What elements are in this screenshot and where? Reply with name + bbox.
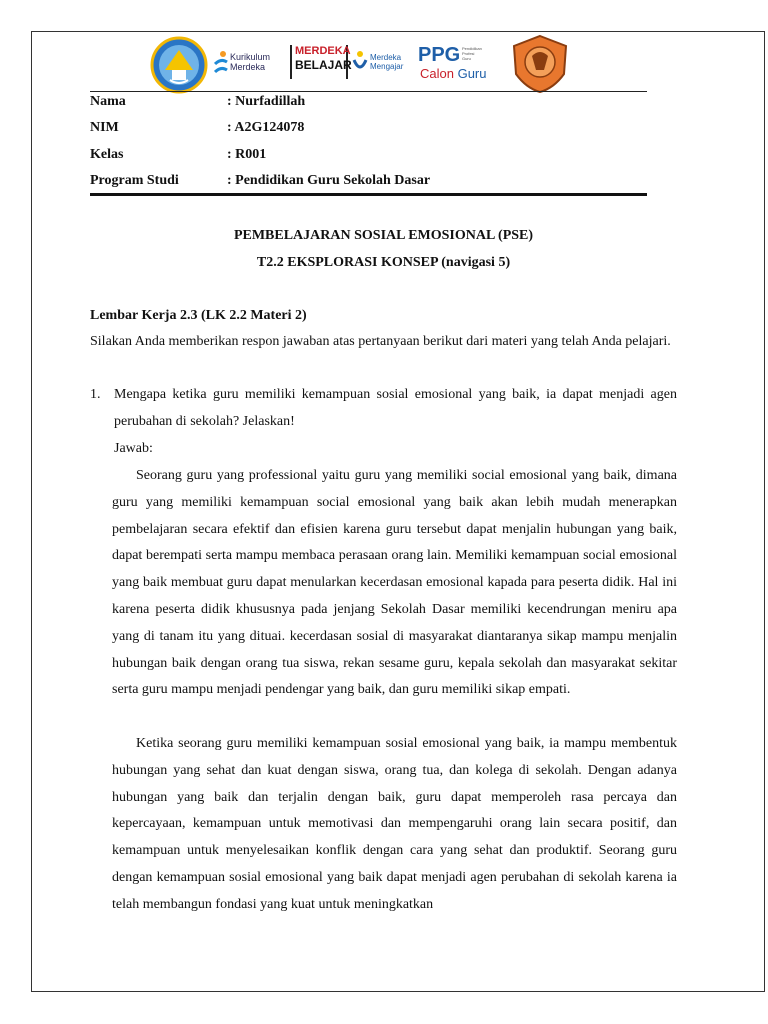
identity-row (90, 117, 647, 143)
kurikulum-merdeka-logo (214, 48, 286, 78)
ppg-small-1: Pendidikan (462, 46, 482, 51)
merdeka-belajar-logo (290, 45, 352, 79)
kurikulum-merdeka-icon (214, 50, 228, 76)
calon-label: Calon (420, 66, 454, 81)
identity-label: Nama (90, 94, 126, 109)
identity-value: : Nurfadillah (227, 94, 306, 109)
merdeka-mengajar-top: Merdeka (370, 53, 402, 62)
ppg-small-2: Profesi (462, 51, 475, 56)
ppg-small-3: Guru (462, 56, 471, 61)
identity-value: : Pendidikan Guru Sekolah Dasar (227, 172, 431, 188)
document-title: PEMBELAJARAN SOSIAL EMOSIONAL (PSE) (233, 228, 534, 243)
answer-label: Jawab: (114, 441, 153, 456)
question-text: Mengapa ketika guru memiliki kemampuan sosial emosional yang baik, ia dapat menjadi agen perubahan di sekolah? Jelaskan! (114, 387, 677, 429)
merdeka-mengajar-logo (352, 48, 416, 78)
identity-label: NIM (90, 120, 119, 136)
tut-wuri-handayani-logo (150, 36, 208, 94)
identity-value: : R001 (227, 146, 267, 162)
identity-label: Kelas (90, 146, 124, 162)
answer-paragraph: Ketika seorang guru memiliki kemampuan sosial emosional yang baik, ia mampu membentuk hubungan yang sehat dan kuat dengan siswa, orang tua, dan kolega di sekolah. Dengan adanya hubungan yang baik dan terjalin dengan baik, guru dapat memperoleh rasa percaya dan kepercayaan, kemampuan untuk memotivasi dan mempengaruhi orang lain secara positif, dan kemampuan untuk menyelesaikan konflik dengan cara yang sehat dan produktif. Seorang guru dengan kemampuan sosial emosional yang baik dapat menjadi agen perubahan di sekolah karena ia telah membangun fondasi yang kuat untuk meningkatkan (112, 736, 677, 912)
merdeka-label: Merdeka (230, 62, 266, 72)
logo-bar (150, 34, 620, 92)
identity-row (90, 144, 647, 170)
answer-paragraph: Seorang guru yang professional yaitu guru yang memiliki social emosional yang baik, dimana guru yang memiliki kemampuan social emosional yang baik akan lebih mudah menerapkan pembelajaran secara efektif dan efisien karena guru tersebut dapat menjalin hubungan yang baik, dapat berempati serta mampu membaca perasaan orang lain. Memiliki kemampuan social emosional yang baik membuat guru dapat menularkan kecerdasan emosional kapada para peserta didik. Hal ini karena peserta didik khususnya pada jenjang Sekolah Dasar memiliki kecendrungan meniru apa yang di tanam itu yang dituai. kecerdasan sosial di masyarakat diantaranya sikap mampu menjalin hubungan baik dengan orang tua siswa, rekan sesame guru, kepala sekolah dan masyarakat sekitar serta guru mampu menjadi pendengar yang baik, dan guru memiliki sikap empati. (112, 468, 677, 698)
student-identity (90, 91, 647, 196)
ppg-label: PPG (418, 44, 461, 66)
guru-label: Guru (457, 66, 487, 81)
question-number: 1. (90, 387, 101, 402)
merdeka-mengajar-icon (352, 50, 368, 74)
document-subtitle: T2.2 EKSPLORASI KONSEP (navigasi 5) (256, 255, 511, 270)
worksheet-intro: Silakan Anda memberikan respon jawaban atas pertanyaan berikut dari materi yang telah Anda pelajari. (90, 334, 671, 349)
identity-row (90, 91, 647, 117)
merdeka-belajar-top: MERDEKA (295, 45, 351, 57)
merdeka-belajar-bottom: BELAJAR (295, 58, 352, 72)
identity-value: : A2G124078 (227, 120, 305, 136)
kurikulum-label: Kurikulum (230, 52, 271, 62)
worksheet-heading: Lembar Kerja 2.3 (LK 2.2 Materi 2) (90, 308, 307, 323)
merdeka-mengajar-bottom: Mengajar (370, 62, 404, 71)
identity-label: Program Studi (90, 172, 179, 188)
university-logo (508, 34, 572, 94)
header-rule-bottom (90, 193, 647, 196)
ppg-calon-guru-logo (418, 44, 498, 84)
